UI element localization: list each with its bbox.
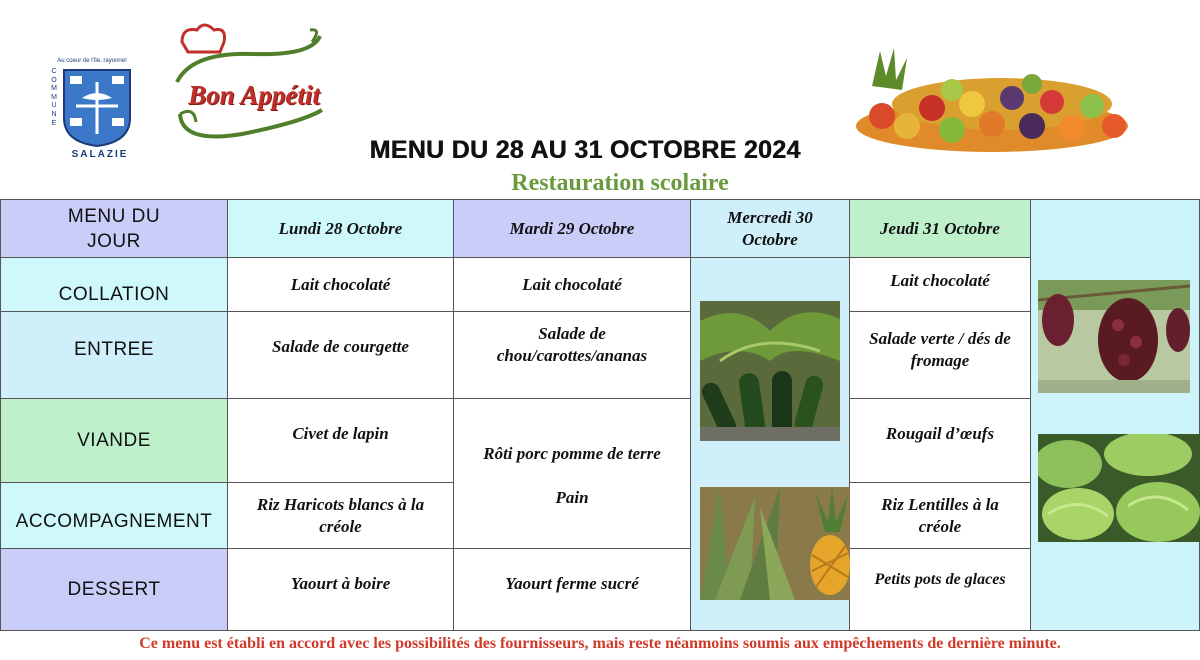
- monday-entree: Salade de courgette: [227, 311, 454, 399]
- tuesday-entree: Salade de chou/carottes/ananas: [453, 311, 691, 399]
- menu-title: MENU DU 28 AU 31 OCTOBRE 2024: [369, 136, 801, 164]
- corner-menu-du-jour: [0, 199, 228, 258]
- side-image-column: [1030, 199, 1200, 631]
- bon-appetit-text: Bon Appétit: [188, 80, 320, 110]
- day-header-monday: Lundi 28 Octobre: [227, 199, 454, 258]
- thursday-viande: Rougail d’œufs: [849, 398, 1031, 483]
- monday-accompagnement: Riz Haricots blancs à la créole: [227, 482, 454, 549]
- thursday-dessert: Petits pots de glaces: [849, 548, 1031, 631]
- row-header-viande: VIANDE: [0, 398, 228, 483]
- tuesday-viande-accompagnement: [453, 398, 691, 549]
- row-header-accompagnement: ACCOMPAGNEMENT: [0, 482, 228, 549]
- commune-motto: Au coeur de l'île, rayonne!: [57, 58, 127, 64]
- day-header-wednesday: [690, 199, 850, 258]
- monday-dessert: Yaourt à boire: [227, 548, 454, 631]
- day-header-tuesday: Mardi 29 Octobre: [453, 199, 691, 258]
- thursday-accompagnement: Riz Lentilles à la créole: [849, 482, 1031, 549]
- monday-collation: Lait chocolaté: [227, 257, 454, 312]
- grape-vine-photo: [1038, 280, 1190, 393]
- thursday-collation: Lait chocolaté: [849, 257, 1031, 312]
- lettuce-field-photo: [1038, 434, 1200, 542]
- corner-label: MENU DU JOUR: [67, 205, 161, 252]
- tuesday-pain-line: Pain: [555, 488, 589, 507]
- tuesday-plat-line: Rôti porc pomme de terre: [483, 444, 661, 463]
- row-header-collation: COLLATION: [0, 257, 228, 312]
- footer-disclaimer: Ce menu est établi en accord avec les possibilités des fournisseurs, mais reste néanmoins soumis aux empêchements de dernière minute.: [139, 635, 1061, 652]
- thursday-entree: Salade verte / dés de fromage: [849, 311, 1031, 399]
- commune-vertical-label: C O M M U N E: [51, 68, 57, 127]
- monday-viande: Civet de lapin: [227, 398, 454, 483]
- tuesday-dessert: Yaourt ferme sucré: [453, 548, 691, 631]
- day-header-thursday: Jeudi 31 Octobre: [849, 199, 1031, 258]
- bon-appetit-logo: [172, 22, 327, 147]
- pineapple-plant-photo: [700, 487, 850, 600]
- row-header-dessert: DESSERT: [0, 548, 228, 631]
- commune-name: SALAZIE: [71, 149, 129, 160]
- menu-table: [0, 199, 1200, 631]
- wednesday-label: Mercredi 30 Octobre: [727, 207, 813, 249]
- courgette-plant-photo: [700, 301, 840, 441]
- tuesday-collation: Lait chocolaté: [453, 257, 691, 312]
- menu-subtitle: Restauration scolaire: [511, 170, 729, 196]
- row-header-entree: ENTREE: [0, 311, 228, 399]
